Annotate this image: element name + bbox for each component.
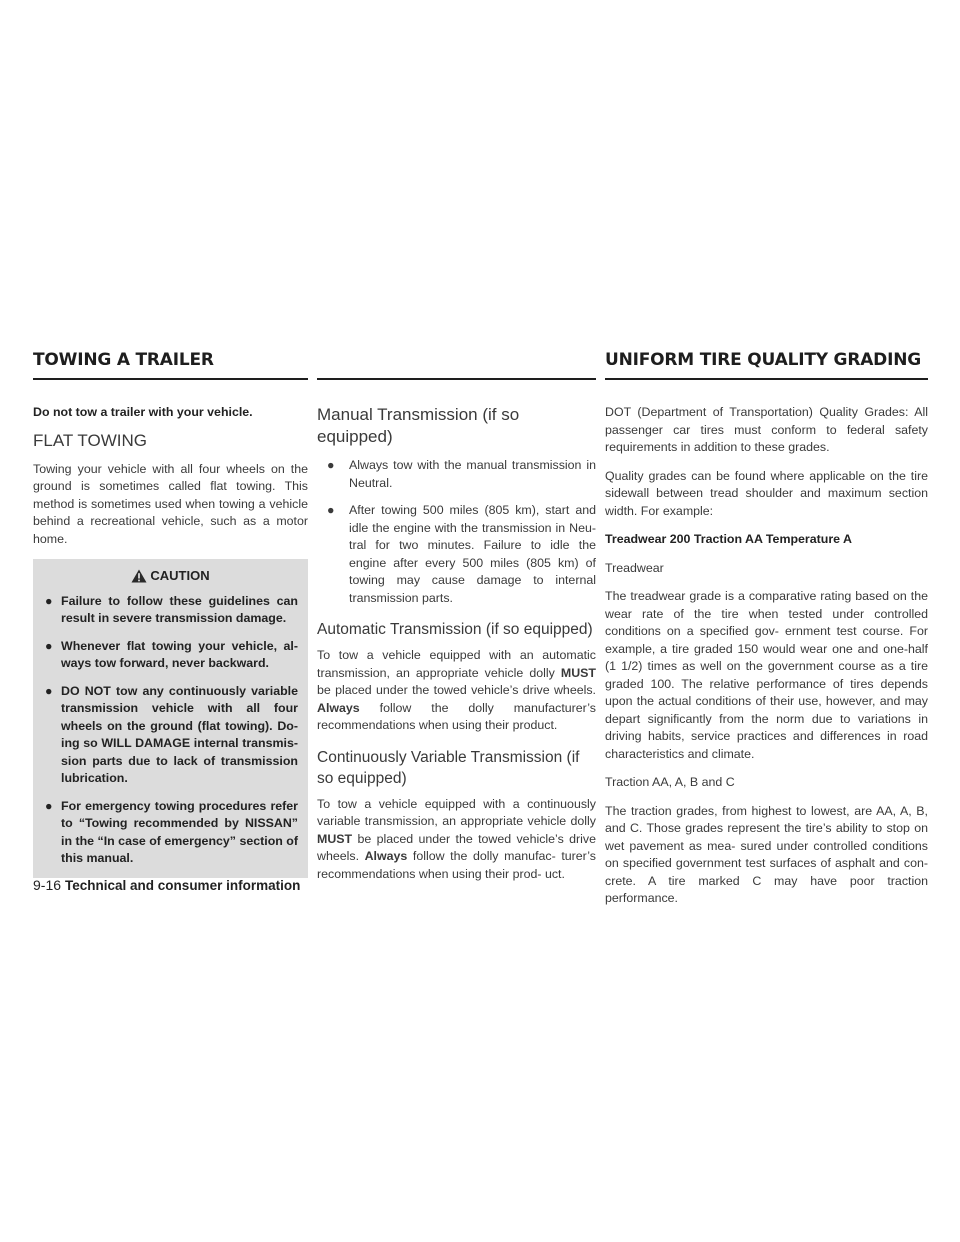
quality-location-paragraph: Quality grades can be found where applicable on the tire sidewall between tread shoulder and maximum section width. For example: [605,468,928,518]
page-number: 9-16 [33,877,62,893]
always-emphasis: Always [364,849,408,863]
column-2 [317,404,596,894]
flat-towing-paragraph: Towing your vehicle with all four wheels on the ground is sometimes called flat towing. This method is sometimes used when towing a vehicle behind a recreational vehicle, such as a motor home. [33,461,308,546]
page-footer [33,877,300,893]
section-header-tire-grading: UNIFORM TIRE QUALITY GRADING [605,350,921,370]
treadwear-label: Treadwear [605,560,664,575]
caution-item: ● Whenever flat towing your vehicle, al- ways tow forward, never backward. [45,638,298,670]
automatic-transmission-title: Automatic Transmission (if so equipped) [317,621,593,638]
header-rule-left [33,378,308,380]
manual-transmission-title: Manual Transmission (if so equipped) [317,405,520,446]
caution-header [43,567,298,585]
list-item: ● After towing 500 miles (805 km), start and idle the engine with the transmission in Neu- tral for two minutes. Failure to idle the engine after every 500 miles (805 km) of towing may cause damage to internal transmission parts. [327,503,596,605]
column-1 [33,404,308,878]
cvt-title: Continuously Variable Transmission (if so equipped) [317,748,580,787]
warning-triangle-icon [131,569,147,583]
manual-transmission-list [317,457,596,607]
caution-item: ● Failure to follow these guidelines can result in severe transmission damage. [45,593,298,625]
must-emphasis: MUST [560,665,596,680]
header-rule-middle [317,378,596,380]
intro-warning: Do not tow a trailer with your vehicle. [33,405,253,419]
caution-item: ● For emergency towing procedures refer to “Towing recommended by NISSAN” in the “In case of emergency” section of this manual. [45,798,298,865]
must-emphasis: MUST [317,831,353,846]
grading-example: Treadwear 200 Traction AA Temperature A [605,532,852,546]
chapter-title: Technical and consumer information [65,878,301,893]
treadwear-paragraph: The treadwear grade is a comparative rating based on the wear rate of the tire when tested under controlled conditions on a specified gov- ernment test course. For example, a tire graded 150 would wear one and one-half (1 1/2) times as well on the government course as a tire graded 100. The relative performance of tires depends upon the actual conditions of their use, however, and may depart significantly from the norm due to variations in driving habits, service practices and differences in road characteristics and climate. [605,589,928,761]
caution-item: ● DO NOT tow any continuously variable transmission vehicle with all four wheels on the ground (flat towing). Do- ing so WILL DAMAGE internal transmis- sion parts due to lack of transmission lubrication. [45,683,298,785]
dot-quality-paragraph: DOT (Department of Transportation) Quality Grades: All passenger car tires must conform to federal safety requirements in addition to these grades. [605,405,928,454]
caution-list [43,593,298,868]
list-item: ● Always tow with the manual transmission in Neutral. [327,458,596,490]
traction-paragraph: The traction grades, from highest to lowest, are AA, A, B, and C. Those grades represent the tire’s ability to stop on wet pavement as mea- sured under controlled conditions on specified government test surfaces of asphalt and con- crete. A tire marked C may have poor traction performance. [605,803,928,905]
always-emphasis: Always [317,700,360,715]
section-header-towing: TOWING A TRAILER [33,350,214,370]
traction-label: Traction AA, A, B and C [605,775,735,789]
column-3 [605,404,928,919]
caution-box [33,559,308,878]
flat-towing-title: FLAT TOWING [33,430,147,450]
header-rule-right [605,378,928,380]
caution-title: CAUTION [150,568,210,583]
automatic-transmission-paragraph: To tow a vehicle equipped with an automatic transmission, an appropriate vehicle dolly MUST be placed under the towed vehicle’s drive wheels. Always follow the dolly manufacturer’s recommendations when using their product. [317,648,596,732]
cvt-paragraph: To tow a vehicle equipped with a continuously variable transmission, an appropriate vehicle dolly MUST be placed under the towed vehicle’s drive wheels. Always follow the dolly manufac- turer’s recommendations when using their prod- uct. [317,796,596,881]
